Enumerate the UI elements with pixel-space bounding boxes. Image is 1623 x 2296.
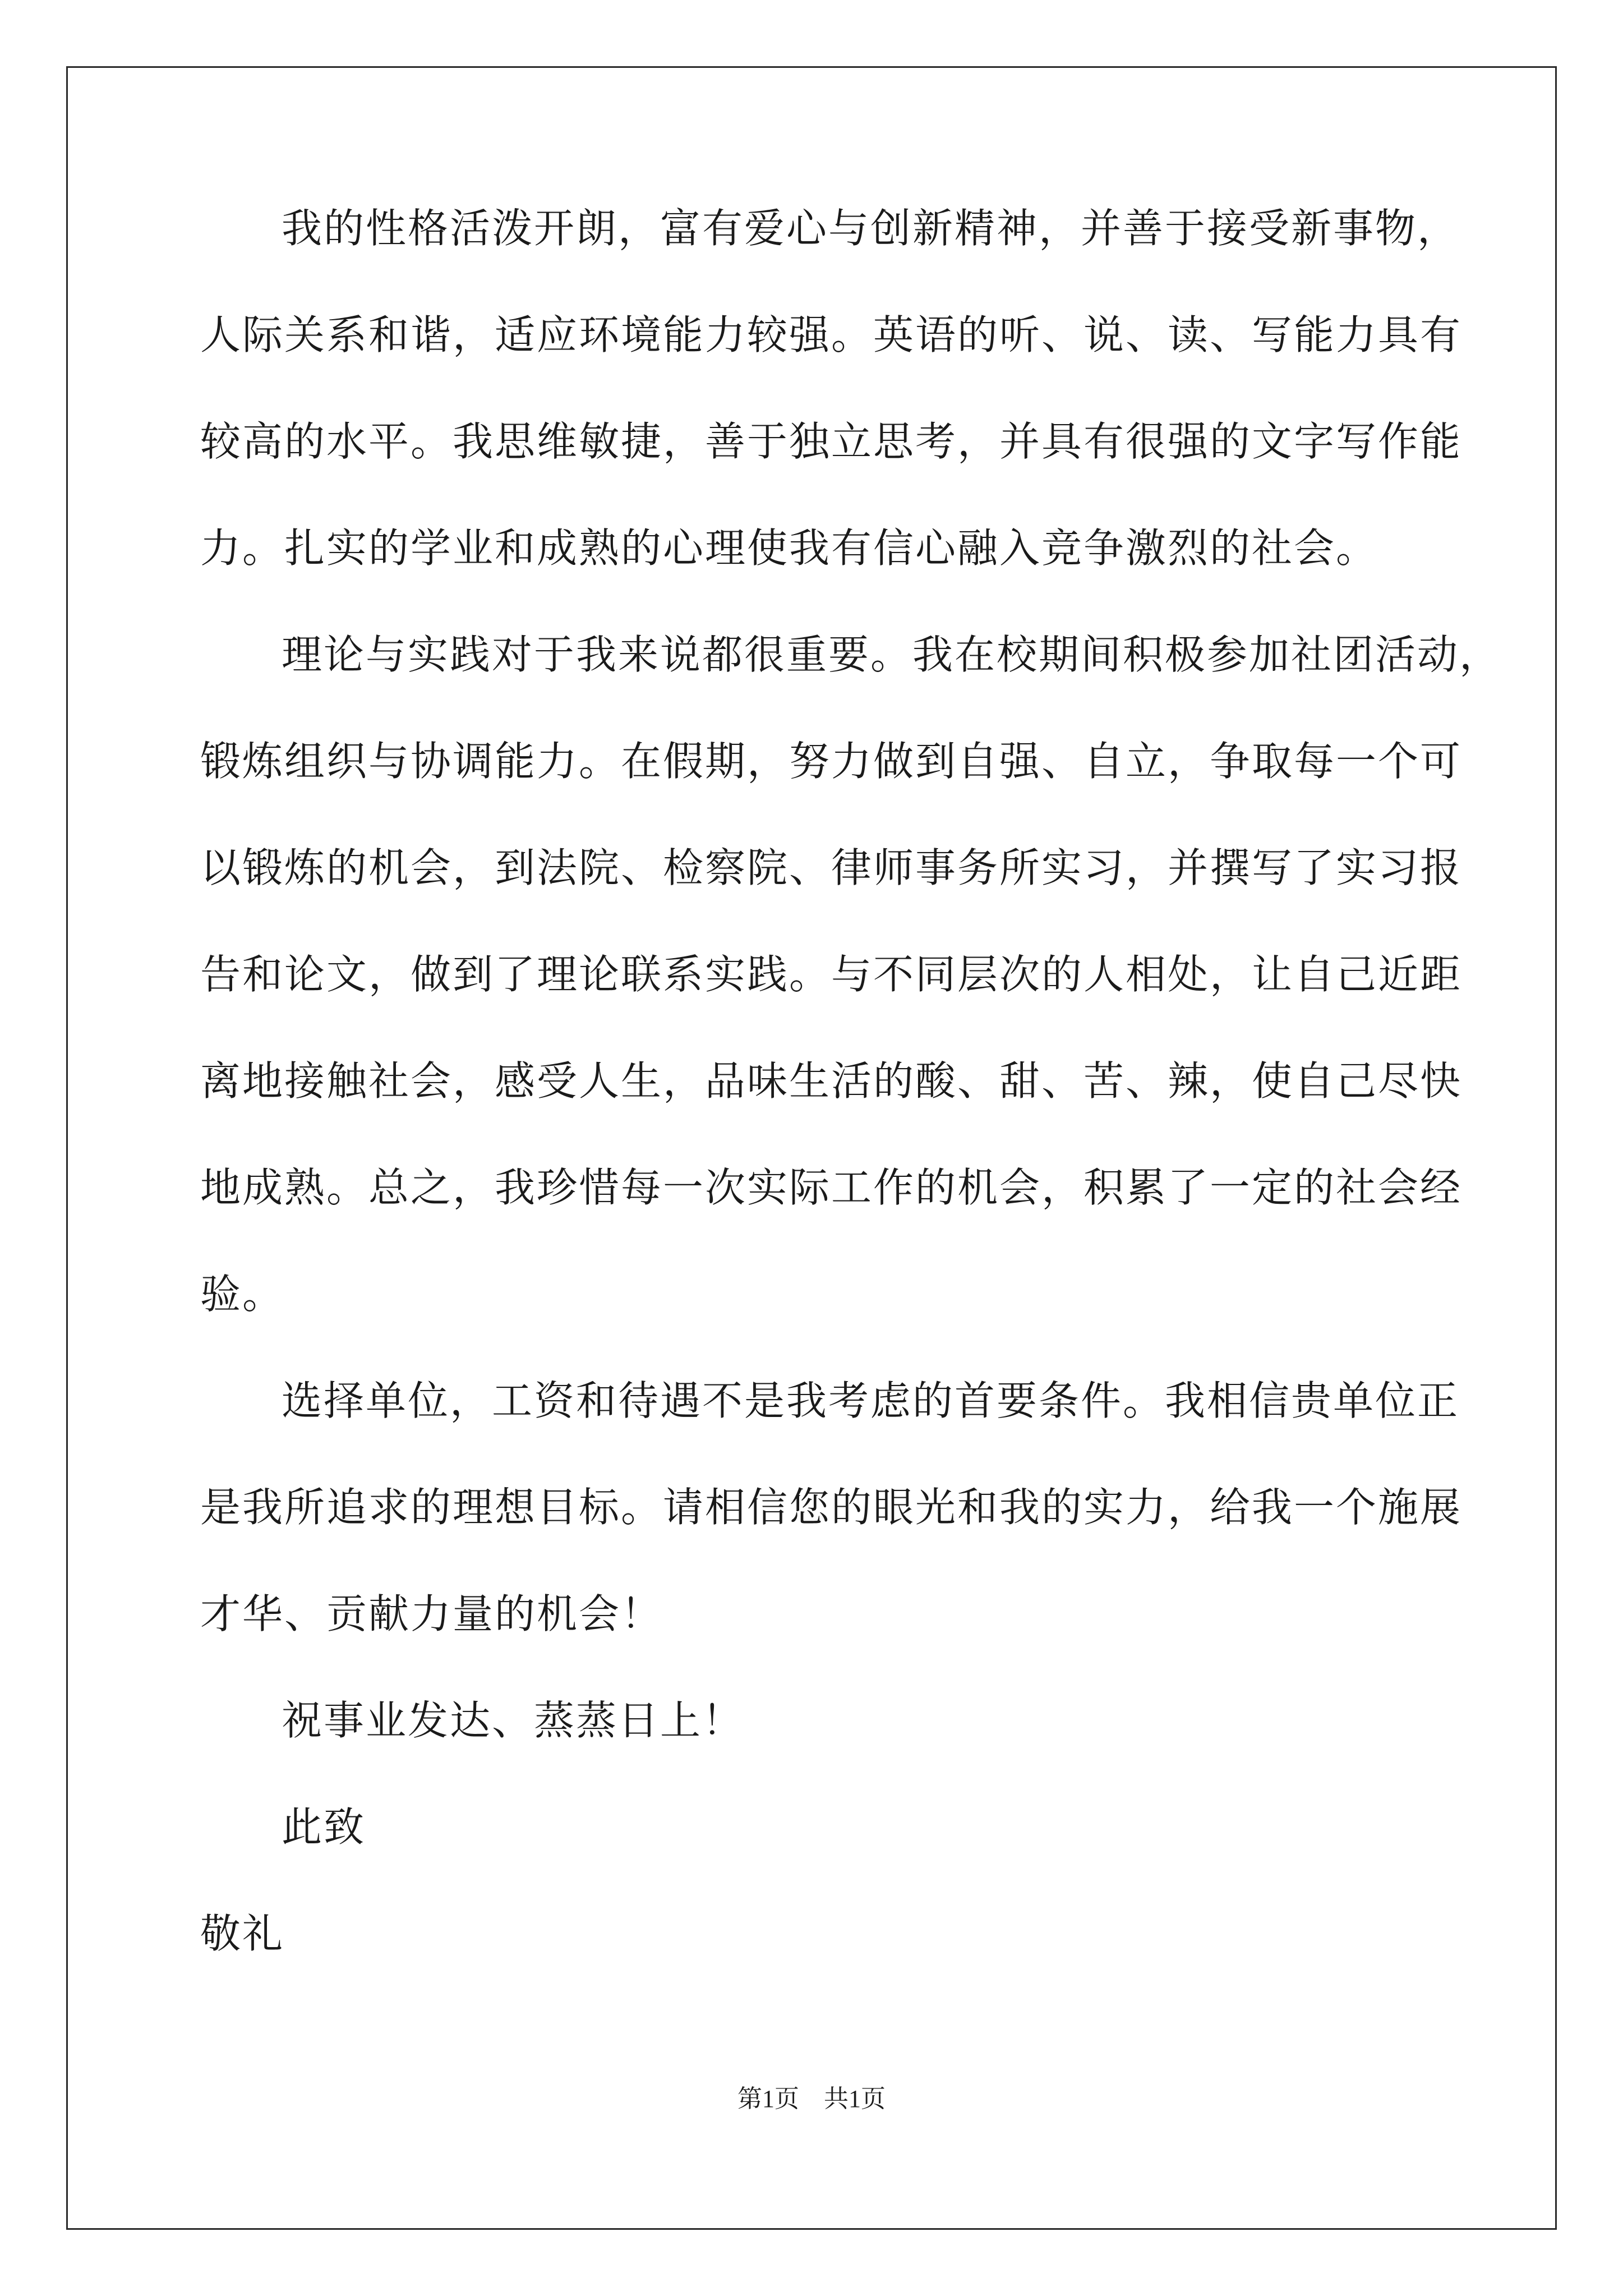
paragraph-line: 较高的水平。我思维敏捷，善于独立思考，并具有很强的文字写作能 <box>200 418 1463 465</box>
paragraph-line: 锻炼组织与协调能力。在假期，努力做到自强、自立，争取每一个可 <box>200 738 1463 785</box>
closing-ci-zhi: 此致 <box>282 1803 366 1851</box>
paragraph-line: 我的性格活泼开朗，富有爱心与创新精神，并善于接受新事物， <box>282 205 1460 252</box>
paragraph-line: 力。扎实的学业和成熟的心理使我有信心融入竞争激烈的社会。 <box>200 524 1378 572</box>
paragraph-line: 验。 <box>200 1271 285 1318</box>
paragraph-line: 人际关系和谐，适应环境能力较强。英语的听、说、读、写能力具有 <box>200 311 1463 358</box>
page-number: 第1页 <box>737 2085 799 2113</box>
paragraph-line: 地成熟。总之，我珍惜每一次实际工作的机会，积累了一定的社会经 <box>200 1164 1463 1211</box>
page-border <box>66 66 1557 2230</box>
paragraph-line: 以锻炼的机会，到法院、检察院、律师事务所实习，并撰写了实习报 <box>200 844 1463 891</box>
page-footer <box>0 2082 1623 2116</box>
paragraph-line: 理论与实践对于我来说都很重要。我在校期间积极参加社团活动， <box>282 631 1502 678</box>
closing-jing-li: 敬礼 <box>200 1910 285 1957</box>
paragraph-line: 才华、贡献力量的机会！ <box>200 1590 663 1637</box>
paragraph-line: 离地接触社会，感受人生，品味生活的酸、甜、苦、辣，使自己尽快 <box>200 1057 1463 1105</box>
page-total: 共1页 <box>824 2085 886 2113</box>
paragraph-line: 是我所追求的理想目标。请相信您的眼光和我的实力，给我一个施展 <box>200 1484 1463 1531</box>
paragraph-line: 告和论文，做到了理论联系实践。与不同层次的人相处，让自己近距 <box>200 951 1463 998</box>
paragraph-line: 选择单位，工资和待遇不是我考虑的首要条件。我相信贵单位正 <box>282 1377 1460 1424</box>
closing-wish: 祝事业发达、蒸蒸日上！ <box>282 1697 745 1744</box>
